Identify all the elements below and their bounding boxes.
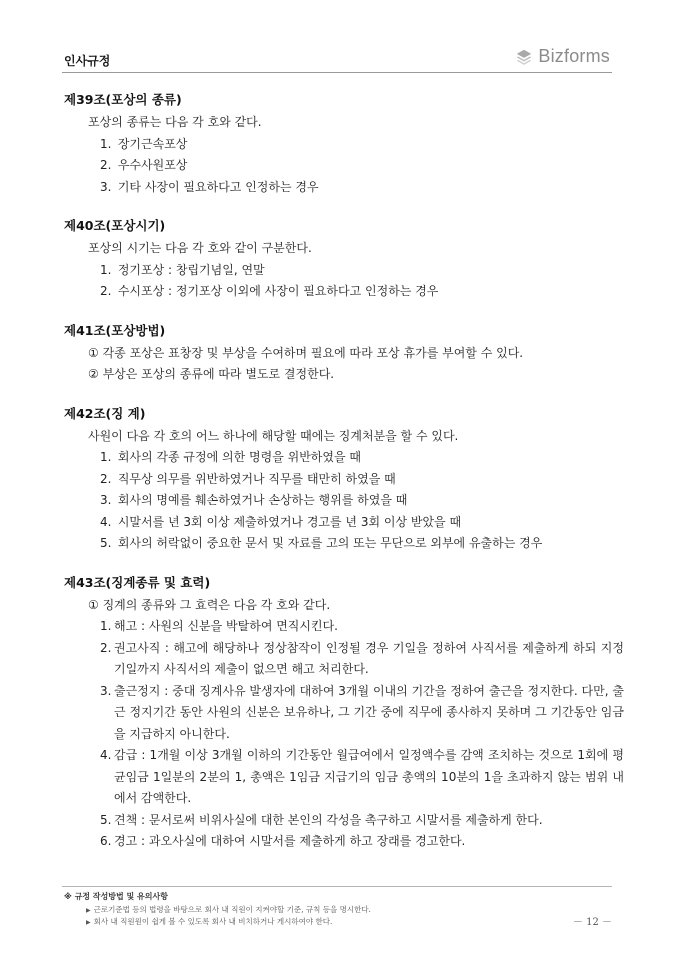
- list-item: [64, 281, 624, 303]
- list-item: [64, 469, 624, 491]
- list-item: [64, 177, 624, 199]
- article-intro: ① 징계의 종류와 그 효력은 다음 각 호와 같다.: [88, 597, 331, 612]
- list-item: [64, 810, 624, 832]
- item-number: 4.: [100, 514, 112, 529]
- article-41: [64, 321, 624, 386]
- list-item: [64, 512, 624, 534]
- list-item: [64, 447, 624, 469]
- article-40: [64, 216, 624, 303]
- list-item: [64, 260, 624, 282]
- list-item: [64, 681, 624, 746]
- document-body: [64, 90, 624, 871]
- article-title: 제40조(포상시기): [64, 218, 166, 233]
- item-text: 정기포상 : 창립기념일, 연말: [117, 262, 265, 277]
- item-number: 2.: [100, 284, 112, 298]
- article-43: [64, 573, 624, 853]
- list-item: [64, 533, 624, 555]
- item-text: 장기근속포상: [117, 136, 188, 151]
- list-item: [64, 134, 624, 156]
- article-title: 제41조(포상방법): [64, 322, 166, 338]
- item-text: 해고 : 사원의 신분을 박탈하여 면직시킨다.: [114, 619, 338, 633]
- article-title: 제39조(포상의 종류): [64, 92, 182, 107]
- item-number: 5.: [100, 812, 112, 827]
- triangle-bullet-icon: ▶: [86, 919, 91, 926]
- page-number: － 12 －: [572, 917, 612, 928]
- brand-logo: [515, 46, 610, 67]
- item-number: 1.: [100, 262, 112, 277]
- item-number: 4.: [100, 748, 112, 762]
- paragraph: ② 부상은 포상의 종류에 따라 별도로 결정한다.: [88, 367, 335, 381]
- article-intro: 포상의 시기는 다음 각 호와 같이 구분한다.: [88, 241, 312, 255]
- item-text: 우수사원포상: [117, 158, 188, 172]
- item-text: 감급 : 1개월 이상 3개월 이하의 기간동안 월급여에서 일정액수를 감액 조치하는 것으로 1회에 평균임금 1일분의 2분의 1, 총액은 1임금 지급기의 임금 총액의 10분의 1을 초과하지 않는 범위 내에서 감액한다.: [114, 748, 624, 805]
- document-category: 인사규정: [64, 54, 111, 68]
- article-42: [64, 404, 624, 555]
- list-item: [64, 155, 624, 177]
- item-number: 3.: [100, 493, 112, 507]
- list-item: [64, 638, 624, 681]
- article-intro: 사원이 다음 각 호의 어느 하나에 해당할 때에는 징계처분을 할 수 있다.: [88, 428, 459, 443]
- item-text: 수시포상 : 정기포상 이외에 사장이 필요하다고 인정하는 경우: [117, 284, 439, 298]
- list-item: [64, 745, 624, 810]
- item-number: 6.: [100, 834, 112, 848]
- note-text: 근로기준법 등의 법령을 바탕으로 회사 내 직원이 지켜야할 기준, 규칙 등을 명시한다.: [93, 905, 371, 914]
- article-39: [64, 90, 624, 198]
- item-text: 권고사직 : 해고에 해당하나 정상참작이 인정될 경우 기일을 정하여 사직서를 제출하게 하되 지정 기일까지 사직서의 제출이 없으면 해고 처리한다.: [114, 640, 624, 676]
- item-text: 기타 사장이 필요하다고 인정하는 경우: [117, 179, 319, 194]
- paragraph: ① 각종 포상은 표창장 및 부상을 수여하며 필요에 따라 포상 휴가를 부여할 수 있다.: [88, 345, 524, 360]
- list-item: [64, 490, 624, 512]
- note-text: 회사 내 직원원이 쉽게 볼 수 있도록 회사 내 비치하거나 게시하여야 한다.: [93, 917, 333, 926]
- item-text: 시말서를 년 3회 이상 제출하였거나 경고를 년 3회 이상 받았을 때: [117, 514, 462, 529]
- triangle-bullet-icon: ▶: [86, 907, 91, 914]
- item-number: 1.: [100, 619, 112, 633]
- item-text: 회사의 명예를 훼손하였거나 손상하는 행위를 하였을 때: [117, 493, 408, 507]
- footer-note-title: ※ 규정 작성방법 및 유의사항: [64, 892, 168, 901]
- page-header: [62, 42, 612, 73]
- item-text: 회사의 허락없이 중요한 문서 및 자료를 고의 또는 무단으로 외부에 유출하는 경우: [117, 536, 543, 550]
- item-text: 출근정지 : 중대 징계사유 발생자에 대하여 3개월 이내의 기간을 정하여 출근을 정지한다. 다만, 출근 정지기간 동안 사원의 신분은 보유하나, 그 기간 중에 직무에 종사하지 못하며 그 기간동안 임금을 지급하지 아니한다.: [114, 683, 624, 741]
- item-text: 경고 : 과오사실에 대하여 시말서를 제출하게 하고 장래를 경고한다.: [114, 834, 466, 848]
- footer-divider: [62, 886, 612, 887]
- item-number: 5.: [100, 536, 112, 550]
- article-title: 제42조(징 계): [64, 405, 146, 421]
- list-item: [64, 831, 624, 853]
- footer-note: [86, 916, 332, 927]
- layers-icon: [515, 48, 533, 66]
- item-number: 2.: [100, 471, 112, 486]
- item-number: 2.: [100, 640, 112, 655]
- item-number: 3.: [100, 179, 112, 194]
- item-text: 견책 : 문서로써 비위사실에 대한 본인의 각성을 촉구하고 시말서를 제출하게 한다.: [114, 812, 543, 827]
- brand-name: Bizforms: [538, 46, 610, 66]
- item-number: 2.: [100, 158, 112, 172]
- article-title: 제43조(징계종류 및 효력): [64, 574, 211, 590]
- list-item: [64, 616, 624, 638]
- item-number: 3.: [100, 683, 112, 698]
- item-number: 1.: [100, 450, 112, 464]
- item-text: 직무상 의무를 위반하였거나 직무를 태만히 하였을 때: [117, 471, 396, 486]
- item-number: 1.: [100, 136, 112, 151]
- item-text: 회사의 각종 규정에 의한 명령을 위반하였을 때: [117, 450, 361, 464]
- footer-note: [86, 904, 371, 915]
- article-intro: 포상의 종류는 다음 각 호와 같다.: [88, 115, 262, 129]
